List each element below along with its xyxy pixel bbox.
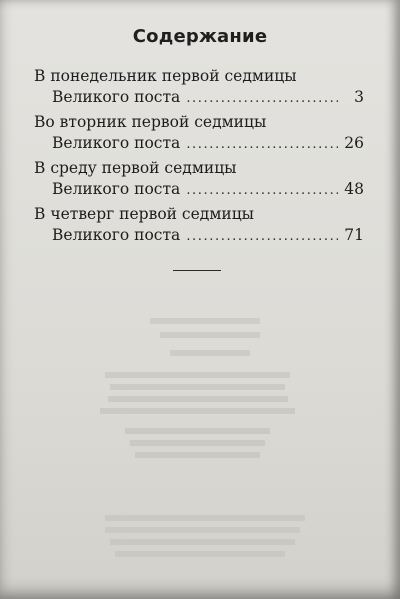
toc-entry-subtitle-row [34,179,364,199]
page-number: 26 [344,134,364,152]
table-of-contents [34,66,364,250]
toc-entry[interactable] [34,66,364,107]
page-title: Содержание [132,26,268,47]
show-through-text [160,332,260,338]
toc-entry-title: Во вторник первой седмицы [34,113,267,131]
show-through-text [110,539,295,545]
show-through-text [110,384,285,390]
show-through-text [105,372,290,378]
toc-entry-subtitle: Великого поста [52,180,181,198]
toc-entry[interactable] [34,204,364,245]
toc-entry-subtitle-row [34,133,364,153]
toc-entry-title: В среду первой седмицы [34,159,237,177]
toc-entry[interactable] [34,158,364,199]
dot-leader [186,181,338,201]
toc-entry-subtitle-row [34,87,364,107]
show-through-text [100,408,295,414]
dot-leader [186,227,338,247]
page-number: 3 [354,88,364,106]
toc-entry[interactable] [34,112,364,153]
dot-leader [186,89,338,109]
toc-entry-subtitle: Великого поста [52,226,181,244]
toc-entry-subtitle: Великого поста [52,88,181,106]
show-through-text [135,452,260,458]
toc-entry-subtitle-row [34,225,364,245]
show-through-text [108,396,288,402]
page-number: 48 [344,180,364,198]
show-through-text [105,515,305,521]
show-through-text [150,318,260,324]
dot-leader [186,135,338,155]
divider [173,270,221,271]
toc-entry-title: В понедельник первой седмицы [34,67,297,85]
show-through-text [105,527,300,533]
toc-entry-subtitle: Великого поста [52,134,181,152]
show-through-text [115,551,285,557]
show-through-text [125,428,270,434]
show-through-text [130,440,265,446]
show-through-text [170,350,250,356]
page-number: 71 [344,226,364,244]
toc-entry-title: В четверг первой седмицы [34,205,255,223]
